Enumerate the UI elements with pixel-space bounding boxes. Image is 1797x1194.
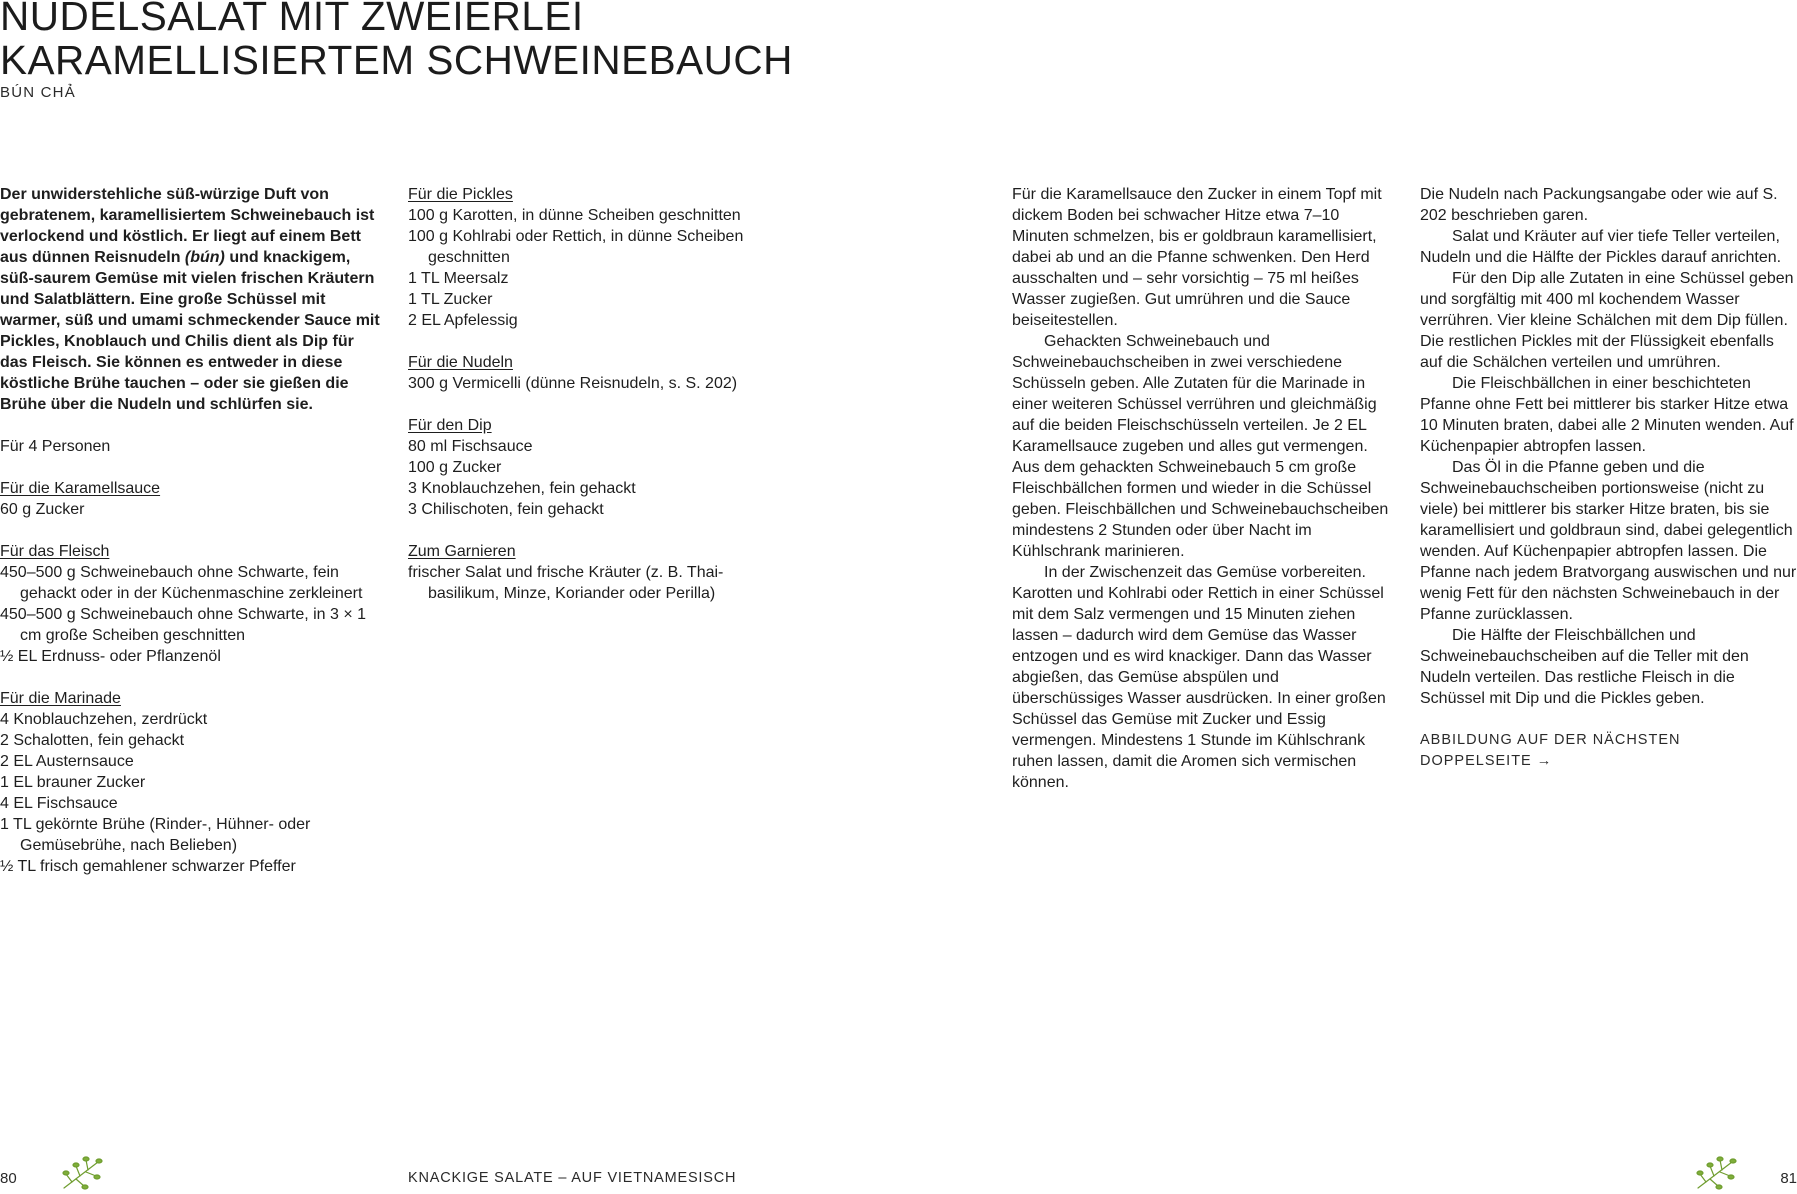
method-paragraph: Die Nudeln nach Packungsangabe oder wie auf S. 202 beschrieben garen. (1420, 186, 1778, 224)
ingredient-list (408, 373, 768, 394)
ingredient-item: 1 EL brauner Zucker (0, 774, 146, 791)
ingredient-list (408, 436, 768, 520)
herb-sprig-icon (1692, 1154, 1740, 1194)
intro-emphasis: (bún) (184, 249, 225, 266)
ingredient-group-nudeln (408, 352, 768, 394)
intro-text-1: Der unwiderstehliche süß-würzige Duft von gebratenem, karamellisiertem Schweinebauch ist verlockend und köstlich. Er liegt auf einem Bett aus dünnen Reisnudeln (0, 186, 375, 266)
title-line-1: NUDELSALAT MIT ZWEIERLEI (0, 0, 584, 39)
ingredient-group-karamellsauce (0, 478, 382, 520)
ingredient-item: 2 EL Apfelessig (408, 312, 518, 329)
ingredient-list (0, 562, 382, 667)
group-title: Für die Karamellsauce (0, 480, 161, 497)
ingredient-item: 450–500 g Schweinebauch ohne Schwarte, in 3 × 1 cm große Scheiben geschnitten (0, 606, 367, 644)
ingredient-item: ½ EL Erdnuss- oder Pflanzenöl (0, 648, 221, 665)
column-ingredients-2 (408, 184, 768, 625)
group-title: Für den Dip (408, 417, 492, 434)
intro-paragraph (0, 184, 382, 415)
group-title: Für die Nudeln (408, 354, 513, 371)
ingredient-list (0, 499, 382, 520)
ingredient-group-fleisch (0, 541, 382, 667)
ingredient-group-garnieren (408, 541, 768, 604)
page-title (0, 0, 793, 82)
column-method-2 (1420, 184, 1797, 772)
method-paragraph: Die Hälfte der Fleischbällchen und Schweinebauchscheiben auf die Teller mit den Nudeln verteilen. Das restliche Fleisch in die Schüssel mit Dip und die Pickles geben. (1420, 627, 1749, 707)
ingredient-item: 3 Knoblauchzehen, fein gehackt (408, 480, 636, 497)
ingredient-item: 100 g Karotten, in dünne Scheiben geschnitten (408, 207, 741, 224)
ingredient-item: 100 g Kohlrabi oder Rettich, in dünne Scheiben geschnitten (408, 228, 744, 266)
page-number-left: 80 (0, 1170, 17, 1187)
title-line-2: KARAMELLISIERTEM SCHWEINEBAUCH (0, 37, 793, 83)
ingredient-item: frischer Salat und frische Kräuter (z. B. Thai-basilikum, Minze, Koriander oder Perilla) (408, 564, 724, 602)
page-number-right: 81 (1780, 1170, 1797, 1187)
ingredient-item: 1 TL gekörnte Brühe (Rinder-, Hühner- oder Gemüsebrühe, nach Belieben) (0, 816, 311, 854)
running-head: KNACKIGE SALATE – AUF VIETNAMESISCH (408, 1170, 737, 1186)
method-paragraph: In der Zwischenzeit das Gemüse vorbereiten. Karotten und Kohlrabi oder Rettich in einer Schüssel mit dem Salz vermengen und 15 Minuten ziehen lassen – dadurch wird dem Gemüse das Wasser entzogen und es wird knackiger. Dann das Wasser abgießen, das Gemüse abspülen und überschüssiges Wasser ausdrücken. In einer großen Schüssel das Gemüse mit Zucker und Essig vermengen. Mindestens 1 Stunde im Kühlschrank ruhen lassen, damit die Aromen sich vermischen können. (1012, 564, 1386, 791)
ingredient-item: 80 ml Fischsauce (408, 438, 533, 455)
ingredient-item: 60 g Zucker (0, 501, 85, 518)
group-title: Für die Marinade (0, 690, 121, 707)
ingredient-item: 300 g Vermicelli (dünne Reisnudeln, s. S. 202) (408, 375, 738, 392)
method-paragraph: Für den Dip alle Zutaten in eine Schüssel geben und sorgfältig mit 400 ml kochendem Wasser verrühren. Vier kleine Schälchen mit dem Dip füllen. Die restlichen Pickles mit der Flüssigkeit ebenfalls auf die Schälchen verteilen und umrühren. (1420, 270, 1794, 371)
column-intro-ingredients (0, 184, 382, 898)
ingredient-group-pickles (408, 184, 768, 331)
ingredient-item: 4 EL Fischsauce (0, 795, 118, 812)
herb-sprig-icon (58, 1154, 106, 1194)
ingredient-list (408, 562, 768, 604)
image-reference-caption: ABBILDUNG AUF DER NÄCHSTEN DOPPELSEITE → (1420, 732, 1681, 769)
servings: Für 4 Personen (0, 438, 111, 455)
ingredient-item: 2 EL Austernsauce (0, 753, 134, 770)
method-paragraph: Salat und Kräuter auf vier tiefe Teller verteilen, Nudeln und die Hälfte der Pickles darauf anrichten. (1420, 228, 1782, 266)
intro-text-2: und knackigem, süß-saurem Gemüse mit vielen frischen Kräutern und Salatblättern. Eine große Schüssel mit warmer, süß und umami schmeckender Sauce mit Pickles, Knoblauch und Chilis dient als Dip für das Fleisch. Sie können es entweder in diese köstliche Brühe tauchen – oder sie gießen die Brühe über die Nudeln und schlürfen sie. (0, 249, 380, 413)
method-paragraph: Für die Karamellsauce den Zucker in einem Topf mit dickem Boden bei schwacher Hitze etwa 7–10 Minuten schmelzen, bis er goldbraun karamellisiert, dabei ab und an die Pfanne schwenken. Den Herd ausschalten und – sehr vorsichtig – 75 ml heißes Wasser zugießen. Gut umrühren und die Sauce beiseitestellen. (1012, 186, 1382, 329)
ingredient-item: 100 g Zucker (408, 459, 502, 476)
recipe-subtitle: BÚN CHẢ (0, 84, 76, 101)
ingredient-item: 2 Schalotten, fein gehackt (0, 732, 185, 749)
group-title: Für die Pickles (408, 186, 513, 203)
group-title: Zum Garnieren (408, 543, 516, 560)
group-title: Für das Fleisch (0, 543, 110, 560)
ingredient-list (0, 709, 382, 877)
ingredient-item: 450–500 g Schweinebauch ohne Schwarte, fein gehackt oder in der Küchenmaschine zerkleinert (0, 564, 363, 602)
ingredient-list (408, 205, 768, 331)
ingredient-item: 1 TL Zucker (408, 291, 493, 308)
column-method-1 (1012, 184, 1390, 793)
method-paragraph: Die Fleischbällchen in einer beschichteten Pfanne ohne Fett bei mittlerer bis starker Hitze etwa 10 Minuten braten, dabei alle 2 Minuten wenden. Auf Küchenpapier abtropfen lassen. (1420, 375, 1794, 455)
method-paragraph: Gehackten Schweinebauch und Schweinebauchscheiben in zwei verschiedene Schüsseln geben. Alle Zutaten für die Marinade in einer weiteren Schüssel verrühren und gleichmäßig auf die beiden Fleischschüsseln verteilen. Je 2 EL Karamellsauce zugeben und alles gut vermengen. Aus dem gehackten Schweinebauch 5 cm große Fleischbällchen formen und wieder in die Schüssel geben. Fleischbällchen und Schweinebauchscheiben mindestens 2 Stunden oder über Nacht im Kühlschrank marinieren. (1012, 333, 1389, 560)
method-paragraph: Das Öl in die Pfanne geben und die Schweinebauchscheiben portionsweise (nicht zu viele) bei mittlerer bis starker Hitze braten, bis sie karamellisiert und goldbraun sind, dabei gelegentlich wenden. Auf Küchenpapier abtropfen lassen. Die Pfanne nach jedem Bratvorgang auswischen und nur wenig Fett für den nächsten Schweinebauch in der Pfanne zurücklassen. (1420, 459, 1797, 623)
ingredient-item: 1 TL Meersalz (408, 270, 509, 287)
ingredient-item: 3 Chilischoten, fein gehackt (408, 501, 604, 518)
ingredient-group-marinade (0, 688, 382, 877)
ingredient-group-dip (408, 415, 768, 520)
ingredient-item: ½ TL frisch gemahlener schwarzer Pfeffer (0, 858, 296, 875)
ingredient-item: 4 Knoblauchzehen, zerdrückt (0, 711, 208, 728)
